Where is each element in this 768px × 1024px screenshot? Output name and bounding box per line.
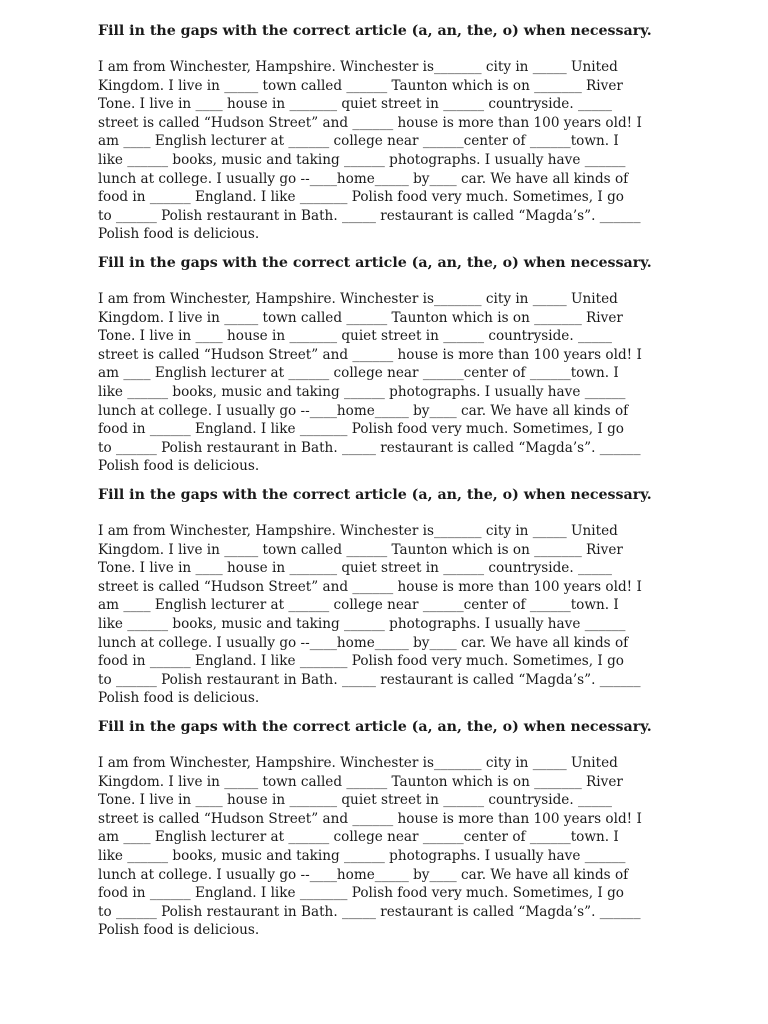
exercise-heading: Fill in the gaps with the correct article (a, an, the, o) when necessary.: [98, 23, 652, 39]
passage-line: to ______ Polish restaurant in Bath. _____ restaurant is called “Magda’s”. ______: [98, 903, 641, 920]
passage-line: Tone. I live in ____ house in _______ quiet street in ______ countryside. _____: [98, 560, 612, 577]
exercise-passage: [98, 754, 658, 939]
exercise-passage: [98, 522, 658, 707]
passage-line: Kingdom. I live in _____ town called ______ Taunton which is on _______ River: [98, 773, 623, 790]
passage-line: food in ______ England. I like _______ Polish food very much. Sometimes, I go: [98, 653, 624, 670]
passage-line: street is called “Hudson Street” and ______ house is more than 100 years old! I: [98, 346, 642, 363]
passage-line: Polish food is delicious.: [98, 922, 260, 939]
passage-line: like ______ books, music and taking ______ photographs. I usually have ______: [98, 383, 626, 400]
passage-line: like ______ books, music and taking ______ photographs. I usually have ______: [98, 847, 626, 864]
passage-line: I am from Winchester, Hampshire. Winchester is_______ city in _____ United: [98, 59, 618, 75]
passage-line: street is called “Hudson Street” and ______ house is more than 100 years old! I: [98, 114, 642, 131]
passage-line: I am from Winchester, Hampshire. Winchester is_______ city in _____ United: [98, 755, 618, 771]
passage-line: food in ______ England. I like _______ Polish food very much. Sometimes, I go: [98, 189, 624, 206]
passage-line: food in ______ England. I like _______ Polish food very much. Sometimes, I go: [98, 885, 624, 902]
passage-line: Polish food is delicious.: [98, 458, 260, 475]
passage-line: Tone. I live in ____ house in _______ quiet street in ______ countryside. _____: [98, 792, 612, 809]
passage-line: I am from Winchester, Hampshire. Winchester is_______ city in _____ United: [98, 291, 618, 307]
passage-line: like ______ books, music and taking ______ photographs. I usually have ______: [98, 151, 626, 168]
passage-line: Tone. I live in ____ house in _______ quiet street in ______ countryside. _____: [98, 328, 612, 345]
passage-line: Kingdom. I live in _____ town called ______ Taunton which is on _______ River: [98, 77, 623, 94]
passage-line: am ____ English lecturer at ______ college near ______center of ______town. I: [98, 597, 619, 614]
passage-line: to ______ Polish restaurant in Bath. _____ restaurant is called “Magda’s”. ______: [98, 671, 641, 688]
exercise-heading: Fill in the gaps with the correct article (a, an, the, o) when necessary.: [98, 255, 652, 271]
exercise-1: [98, 22, 658, 243]
exercise-3: [98, 486, 658, 707]
exercise-4: [98, 718, 658, 939]
exercise-passage: [98, 58, 658, 243]
passage-line: lunch at college. I usually go --____home_____ by____ car. We have all kinds of: [98, 634, 629, 651]
passage-line: to ______ Polish restaurant in Bath. _____ restaurant is called “Magda’s”. ______: [98, 439, 641, 456]
passage-line: I am from Winchester, Hampshire. Winchester is_______ city in _____ United: [98, 523, 618, 539]
passage-line: like ______ books, music and taking ______ photographs. I usually have ______: [98, 615, 626, 632]
exercise-heading: Fill in the gaps with the correct article (a, an, the, o) when necessary.: [98, 719, 652, 735]
passage-line: lunch at college. I usually go --____home_____ by____ car. We have all kinds of: [98, 402, 629, 419]
passage-line: street is called “Hudson Street” and ______ house is more than 100 years old! I: [98, 578, 642, 595]
passage-line: lunch at college. I usually go --____home_____ by____ car. We have all kinds of: [98, 170, 629, 187]
exercise-heading: Fill in the gaps with the correct article (a, an, the, o) when necessary.: [98, 487, 652, 503]
passage-line: Tone. I live in ____ house in _______ quiet street in ______ countryside. _____: [98, 96, 612, 113]
passage-line: to ______ Polish restaurant in Bath. _____ restaurant is called “Magda’s”. ______: [98, 207, 641, 224]
exercise-passage: [98, 290, 658, 475]
passage-line: Polish food is delicious.: [98, 226, 260, 243]
passage-line: Kingdom. I live in _____ town called ______ Taunton which is on _______ River: [98, 541, 623, 558]
passage-line: Polish food is delicious.: [98, 690, 260, 707]
passage-line: Kingdom. I live in _____ town called ______ Taunton which is on _______ River: [98, 309, 623, 326]
passage-line: am ____ English lecturer at ______ college near ______center of ______town. I: [98, 133, 619, 150]
exercise-2: [98, 254, 658, 475]
passage-line: street is called “Hudson Street” and ______ house is more than 100 years old! I: [98, 810, 642, 827]
worksheet: [98, 22, 658, 939]
passage-line: lunch at college. I usually go --____home_____ by____ car. We have all kinds of: [98, 866, 629, 883]
passage-line: am ____ English lecturer at ______ college near ______center of ______town. I: [98, 829, 619, 846]
passage-line: food in ______ England. I like _______ Polish food very much. Sometimes, I go: [98, 421, 624, 438]
passage-line: am ____ English lecturer at ______ college near ______center of ______town. I: [98, 365, 619, 382]
